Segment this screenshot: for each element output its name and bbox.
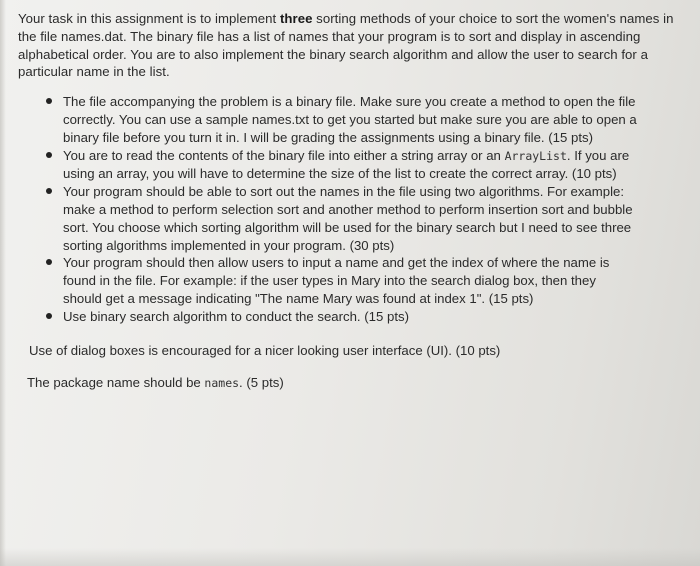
intro-text-end: sorting methods of your choice to sort the women's names in the file names.dat. The binary file has a list of names that your program is to sort and display in ascending alphabetical order. You are to also implement the binary search algorithm and allow the user to search for a particular name in the list. — [18, 11, 674, 80]
code-package-name: names — [204, 376, 240, 391]
package-text-start: The package name should be — [27, 375, 205, 391]
requirement-item-binary-file — [46, 93, 638, 146]
requirement-text-start: You are to read the contents of the binary file into either a string array or an — [63, 147, 505, 163]
requirement-text: Use binary search algorithm to conduct the search. (15 pts) — [63, 308, 409, 324]
requirement-text: The file accompanying the problem is a binary file. Make sure you create a method to open the file correctly. You can use a sample names.txt to get you started but make sure you are able to open a binary file before you turn it in. I will be grading the assignments using a binary file. (15 pts) — [63, 94, 637, 145]
code-arraylist: ArrayList — [504, 148, 567, 163]
requirement-text-end: . If you are using an array, you will have to determine the size of the list to create the correct array. (10 pts) — [63, 147, 630, 182]
package-text-end: . (5 pts) — [239, 375, 284, 391]
requirement-text: Your program should then allow users to input a name and get the index of where the name is found in the file. For example: if the user types in Mary into the search dialog box, then they should get a message indicating "The name Mary was found at index 1". (15 pts) — [63, 255, 610, 306]
requirements-list — [18, 93, 678, 325]
requirement-item-search-input — [46, 254, 638, 307]
package-name-note — [27, 374, 678, 393]
page-shadow-bottom — [0, 548, 700, 566]
bullet-icon — [46, 259, 52, 265]
assignment-text — [18, 10, 678, 393]
page-shadow-left — [0, 0, 6, 566]
intro-bold-word: three — [279, 11, 313, 26]
dialog-boxes-note: Use of dialog boxes is encouraged for a nicer looking user interface (UI). (10 pts) — [29, 342, 501, 358]
requirement-text: Your program should be able to sort out the names in the file using two algorithms. For example: make a method to perform selection sort and another method to perform insertion sort and bubble sort. You choose which sorting algorithm will be used for the binary search but I need to see three sorting algorithms implemented in your program. (30 pts) — [63, 184, 633, 253]
requirement-item-read-contents — [46, 147, 638, 184]
bullet-icon — [46, 313, 52, 319]
requirement-item-binary-search — [46, 308, 638, 326]
bullet-icon — [46, 98, 52, 104]
requirement-item-sorting — [46, 183, 638, 254]
intro-paragraph — [18, 10, 678, 81]
bullet-icon — [46, 188, 52, 194]
intro-text-start: Your task in this assignment is to implement — [18, 11, 280, 26]
bullet-icon — [46, 152, 52, 158]
